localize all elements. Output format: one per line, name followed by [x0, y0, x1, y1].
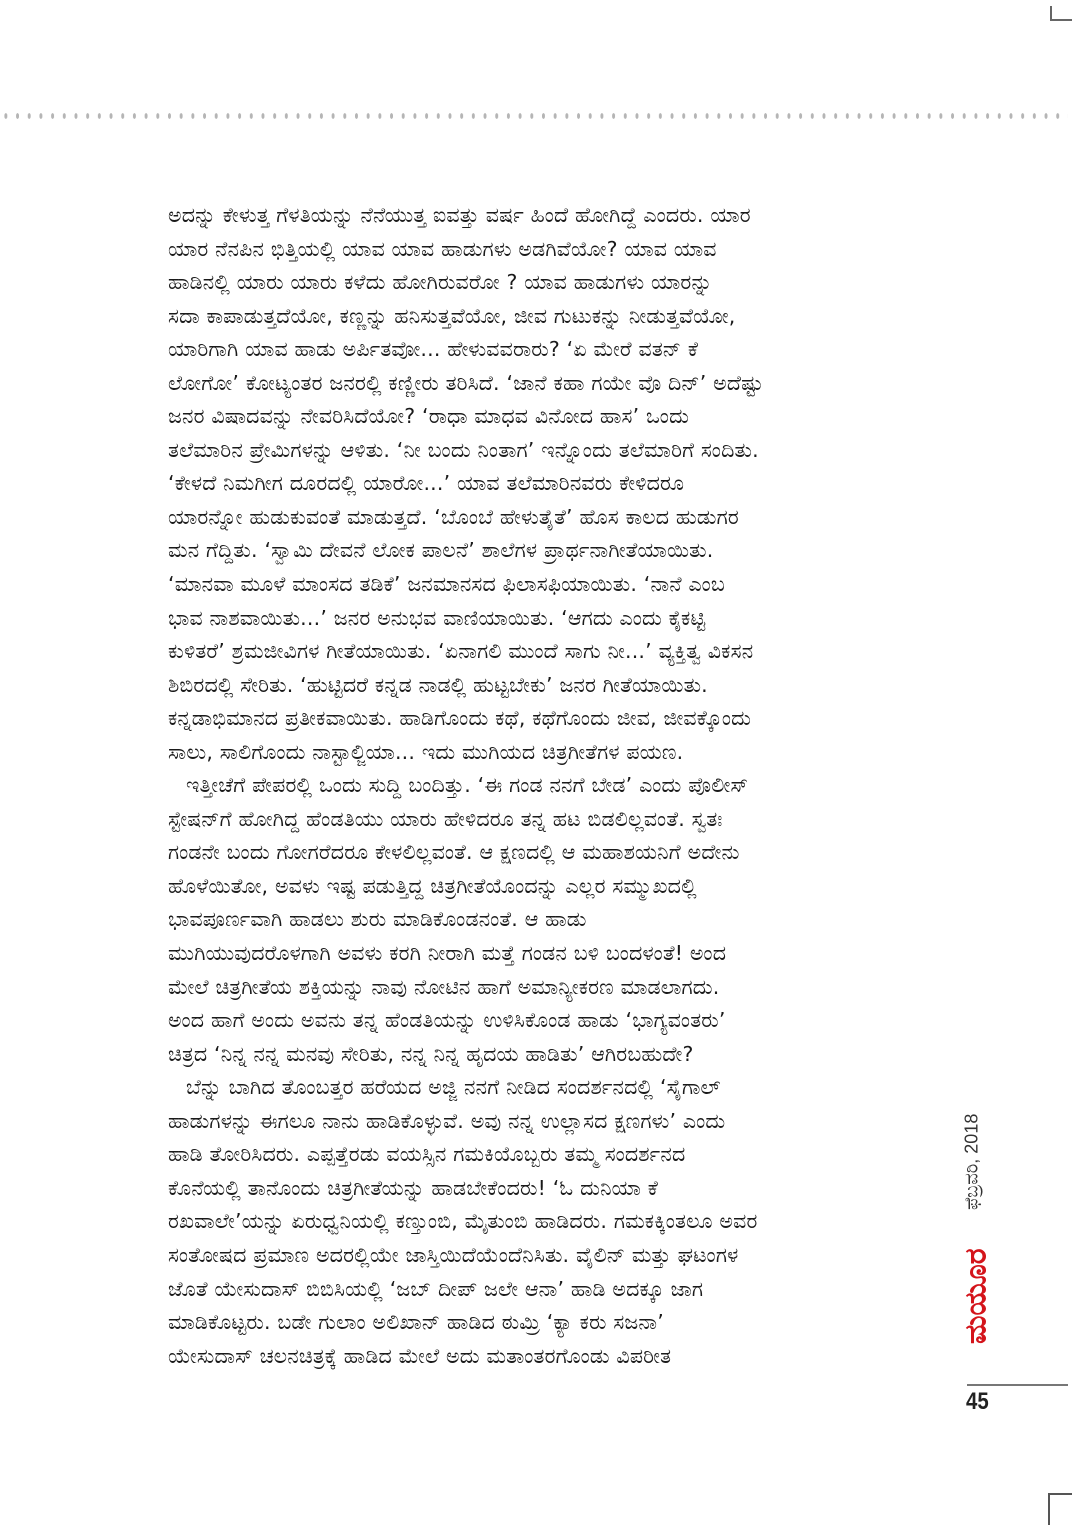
text-line: ಬೆನ್ನು ಬಾಗಿದ ತೊಂಬತ್ತರ ಹರೆಯದ ಅಜ್ಜಿ ನನಗೆ ನೀಡಿದ ಸಂದರ್ಶನದಲ್ಲಿ ‘ಸೈಗಾಲ್: [186, 1075, 721, 1100]
crop-mark-top-right: [1050, 6, 1072, 21]
text-line: ಮುಗಿಯುವುದರೊಳಗಾಗಿ ಅವಳು ಕರಗಿ ನೀರಾಗಿ ಮತ್ತೆ ಗಂಡನ ಬಳಿ ಬಂದಳಂತೆ! ಅಂದ: [168, 941, 727, 966]
dotted-header-rule: [0, 112, 1068, 120]
text-line: ‘ಕೇಳದೆ ನಿಮಗೀಗ ದೂರದಲ್ಲಿ ಯಾರೋ...’ ಯಾವ ತಲೆಮಾರಿನವರು ಕೇಳಿದರೂ: [168, 471, 685, 496]
text-line: ಸಂತೋಷದ ಪ್ರಮಾಣ ಅದರಲ್ಲಿಯೇ ಜಾಸ್ತಿಯಿದೆಯೆಂದೆನಿಸಿತು. ವೈಲಿನ್ ಮತ್ತು ಘಟಂಗಳ: [168, 1242, 739, 1267]
text-line: ಕೊನೆಯಲ್ಲಿ ತಾನೊಂದು ಚಿತ್ರಗೀತೆಯನ್ನು ಹಾಡಬೇಕೆಂದರು! ‘ಓ ದುನಿಯಾ ಕೆ: [168, 1175, 659, 1200]
text-line: ಸಾಲು, ಸಾಲಿಗೊಂದು ನಾಸ್ಟಾಲ್ಜಿಯಾ... ಇದು ಮುಗಿಯದ ಚಿತ್ರಗೀತೆಗಳ ಪಯಣ.: [168, 739, 684, 764]
page-number: 45: [966, 1388, 989, 1415]
text-line: ಮನ ಗೆದ್ದಿತು. ‘ಸ್ವಾಮಿ ದೇವನೆ ಲೋಕ ಪಾಲನೆ’ ಶಾಲೆಗಳ ಪ್ರಾರ್ಥನಾಗೀತೆಯಾಯಿತು.: [168, 538, 714, 563]
text-line: ಜನರ ವಿಷಾದವನ್ನು ನೇವರಿಸಿದೆಯೋ? ‘ರಾಧಾ ಮಾಧವ ವಿನೋದ ಹಾಸ’ ಒಂದು: [168, 404, 690, 429]
text-line: ಮಾಡಿಕೊಟ್ಟರು. ಬಡೇ ಗುಲಾಂ ಅಲಿಖಾನ್ ಹಾಡಿದ ಠುಮ್ರಿ ‘ಕ್ಯಾ ಕರು ಸಜನಾ’: [168, 1310, 664, 1335]
magazine-logo: ಮಯೂರ: [958, 1248, 994, 1344]
text-line: ಅದನ್ನು ಕೇಳುತ್ತ ಗೆಳತಿಯನ್ನು ನೆನೆಯುತ್ತ ಐವತ್ತು ವರ್ಷ ಹಿಂದೆ ಹೋಗಿದ್ದೆ ಎಂದರು. ಯಾರ: [168, 203, 751, 227]
text-line: ಗಂಡನೇ ಬಂದು ಗೋಗರೆದರೂ ಕೇಳಲಿಲ್ಲವಂತೆ. ಆ ಕ್ಷಣದಲ್ಲಿ ಆ ಮಹಾಶಯನಿಗೆ ಅದೇನು: [168, 840, 740, 865]
text-line: ಮೇಲೆ ಚಿತ್ರಗೀತೆಯ ಶಕ್ತಿಯನ್ನು ನಾವು ನೋಟಿನ ಹಾಗೆ ಅಮಾನ್ಯೀಕರಣ ಮಾಡಲಾಗದು.: [168, 974, 720, 999]
text-line: ಭಾವ ನಾಶವಾಯಿತು...’ ಜನರ ಅನುಭವ ವಾಣಿಯಾಯಿತು. ‘ಆಗದು ಎಂದು ಕೈಕಟ್ಟಿ: [168, 605, 706, 630]
text-line: ಸ್ಟೇಷನ್‌ಗೆ ಹೋಗಿದ್ದ ಹೆಂಡತಿಯು ಯಾರು ಹೇಳಿದರೂ ತನ್ನ ಹಟ ಬಿಡಲಿಲ್ಲವಂತೆ. ಸ್ವತಃ: [168, 806, 723, 831]
text-line: ಜೊತೆ ಯೇಸುದಾಸ್ ಬಿಬಿಸಿಯಲ್ಲಿ ‘ಜಬ್ ದೀಪ್ ಜಲೇ ಆನಾ’ ಹಾಡಿ ಅದಕ್ಕೂ ಜಾಗ: [168, 1276, 704, 1301]
text-line: ಭಾವಪೂರ್ಣವಾಗಿ ಹಾಡಲು ಶುರು ಮಾಡಿಕೊಂಡನಂತೆ. ಆ ಹಾಡು: [168, 907, 587, 932]
text-line: ‘ಮಾನವಾ ಮೂಳೆ ಮಾಂಸದ ತಡಿಕೆ’ ಜನಮಾನಸದ ಫಿಲಾಸಫಿಯಾಯಿತು. ‘ನಾನೆ ಎಂಬ: [168, 572, 725, 597]
text-line: ಯೇಸುದಾಸ್ ಚಲನಚಿತ್ರಕ್ಕೆ ಹಾಡಿದ ಮೇಲೆ ಅದು ಮತಾಂತರಗೊಂಡು ವಿಪರೀತ: [168, 1343, 672, 1368]
text-line: ಸದಾ ಕಾಪಾಡುತ್ತದೆಯೋ, ಕಣ್ಣನ್ನು ಹನಿಸುತ್ತವೆಯೋ, ಜೀವ ಗುಟುಕನ್ನು ನೀಡುತ್ತವೆಯೋ,: [168, 303, 736, 328]
text-line: ಚಿತ್ರದ ‘ನಿನ್ನ ನನ್ನ ಮನವು ಸೇರಿತು, ನನ್ನ ನಿನ್ನ ಹೃದಯ ಹಾಡಿತು’ ಆಗಿರಬಹುದೇ?: [168, 1041, 694, 1066]
text-line: ಹಾಡುಗಳನ್ನು ಈಗಲೂ ನಾನು ಹಾಡಿಕೊಳ್ಳುವೆ. ಅವು ನನ್ನ ಉಲ್ಲಾಸದ ಕ್ಷಣಗಳು’ ಎಂದು: [168, 1108, 726, 1133]
text-line: ಹಾಡಿನಲ್ಲಿ ಯಾರು ಯಾರು ಕಳೆದು ಹೋಗಿರುವರೋ ? ಯಾವ ಹಾಡುಗಳು ಯಾರನ್ನು: [168, 270, 713, 295]
text-line: ಇತ್ತೀಚೆಗೆ ಪೇಪರಲ್ಲಿ ಒಂದು ಸುದ್ದಿ ಬಂದಿತ್ತು. ‘ಈ ಗಂಡ ನನಗೆ ಬೇಡ’ ಎಂದು ಪೊಲೀಸ್: [186, 773, 749, 798]
text-line: ಹೊಳೆಯಿತೋ, ಅವಳು ಇಷ್ಟ ಪಡುತ್ತಿದ್ದ ಚಿತ್ರಗೀತೆಯೊಂದನ್ನು ಎಲ್ಲರ ಸಮ್ಮುಖದಲ್ಲಿ: [168, 873, 697, 898]
text-line: ರಖವಾಲೇ’ಯನ್ನು ಏರುಧ್ವನಿಯಲ್ಲಿ ಕಣ್ತುಂಬಿ, ಮೈತುಂಬಿ ಹಾಡಿದರು. ಗಮಕಕ್ಕಿಂತಲೂ ಅವರ: [168, 1209, 758, 1234]
crop-mark-bottom-right: [1048, 1493, 1072, 1525]
text-line: ಯಾರ ನೆನಪಿನ ಭಿತ್ತಿಯಲ್ಲಿ ಯಾವ ಯಾವ ಹಾಡುಗಳು ಅಡಗಿವೆಯೋ? ಯಾವ ಯಾವ: [168, 236, 717, 261]
text-line: ಕುಳಿತರೆ’ ಶ್ರಮಜೀವಿಗಳ ಗೀತೆಯಾಯಿತು. ‘ಏನಾಗಲಿ ಮುಂದೆ ಸಾಗು ನೀ...’ ವ್ಯಕ್ತಿತ್ವ ವಿಕಸನ: [168, 639, 754, 664]
text-line: ಶಿಬಿರದಲ್ಲಿ ಸೇರಿತು. ‘ಹುಟ್ಟಿದರೆ ಕನ್ನಡ ನಾಡಲ್ಲಿ ಹುಟ್ಟಬೇಕು’ ಜನರ ಗೀತೆಯಾಯಿತು.: [168, 672, 708, 697]
text-line: ಕನ್ನಡಾಭಿಮಾನದ ಪ್ರತೀಕವಾಯಿತು. ಹಾಡಿಗೊಂದು ಕಥೆ, ಕಥೆಗೊಂದು ಜೀವ, ಜೀವಕ್ಕೊಂದು: [168, 706, 752, 731]
article-body: [168, 199, 920, 1373]
text-line: ಅಂದ ಹಾಗೆ ಅಂದು ಅವನು ತನ್ನ ಹೆಂಡತಿಯನ್ನು ಉಳಿಸಿಕೊಂಡ ಹಾಡು ‘ಭಾಗ್ಯವಂತರು’: [168, 1008, 726, 1033]
text-line: ತಲೆಮಾರಿನ ಪ್ರೇಮಿಗಳನ್ನು ಆಳಿತು. ‘ನೀ ಬಂದು ನಿಂತಾಗ’ ಇನ್ನೊಂದು ತಲೆಮಾರಿಗೆ ಸಂದಿತು.: [168, 437, 759, 462]
page-number-rule: [967, 1384, 1068, 1386]
issue-date: ಫೆಬ್ರವರಿ, 2018: [961, 1113, 982, 1210]
text-line: ಯಾರನ್ನೋ ಹುಡುಕುವಂತೆ ಮಾಡುತ್ತದೆ. ‘ಬೊಂಬೆ ಹೇಳುತೈತೆ’ ಹೊಸ ಕಾಲದ ಹುಡುಗರ: [168, 504, 739, 529]
text-line: ಹಾಡಿ ತೋರಿಸಿದರು. ಎಪ್ಪತ್ತೆರಡು ವಯಸ್ಸಿನ ಗಮಕಿಯೊಬ್ಬರು ತಮ್ಮ ಸಂದರ್ಶನದ: [168, 1142, 686, 1167]
text-line: ಯಾರಿಗಾಗಿ ಯಾವ ಹಾಡು ಅರ್ಪಿತವೋ... ಹೇಳುವವರಾರು? ‘ಏ ಮೇರೆ ವತನ್ ಕೆ: [168, 337, 699, 362]
text-line: ಲೋಗೋ’ ಕೋಟ್ಯಂತರ ಜನರಲ್ಲಿ ಕಣ್ಣೀರು ತರಿಸಿದೆ. ‘ಜಾನೆ ಕಹಾ ಗಯೇ ವೊ ದಿನ್’ ಅದೆಷ್ಟು: [168, 370, 764, 395]
